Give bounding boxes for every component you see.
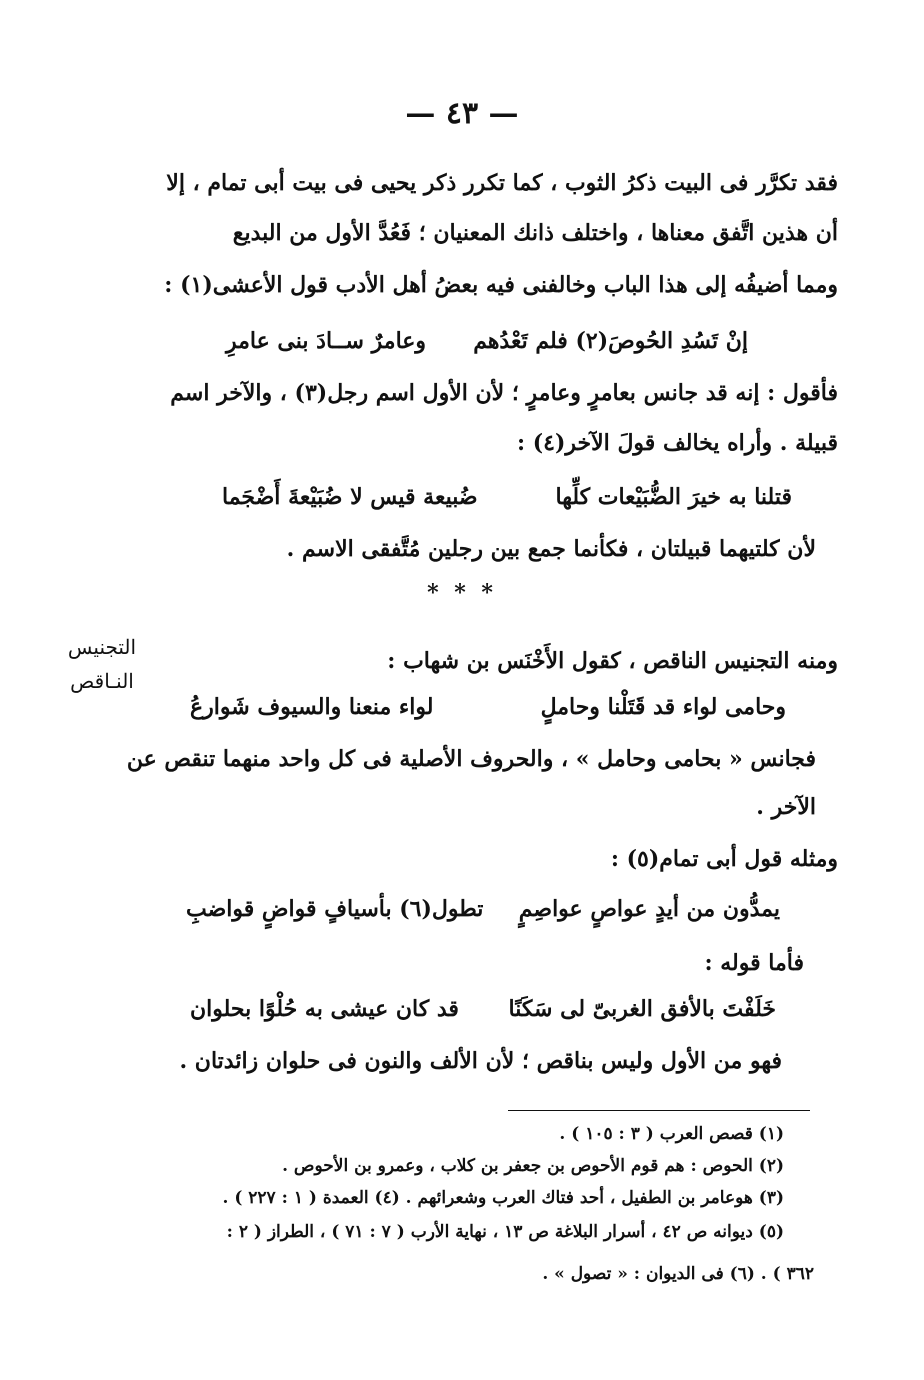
margin-title-line: التجنيس	[67, 635, 137, 659]
footnote: (٣) هوعامر بن الطفيل ، أحد فتاك العرب وشعرائهم . (٤) العمدة ( ١ : ٢٢٧ ) .	[222, 1188, 784, 1208]
margin-title-line: النـاقص	[70, 669, 134, 693]
verse-hemistich-right: وحامى لواء قد قَتَلْنا وحاملٍ	[540, 694, 786, 720]
body-line: فجانس « بحامى وحامل » ، والحروف الأصلية فى كل واحد منهما تنقص عن	[126, 746, 816, 772]
verse-hemistich-left: لواء منعنا والسيوف شَوارعُ	[190, 694, 434, 720]
verse-hemistich-right: يمدُّون من أيدٍ عواصٍ عواصِمٍ	[518, 896, 780, 922]
margin-section-title	[52, 630, 152, 698]
verse-hemistich-right: إنْ تَسُدِ الحُوصَ(٢) فلم تَعْدُهم	[473, 328, 748, 354]
body-line: فقد تكرَّر فى البيت ذكرُ الثوب ، كما تكرر ذكر يحيى فى بيت أبى تمام ، إلا	[166, 170, 838, 196]
verse-hemistich-right: قتلنا به خيرَ الضُّبَيْعات كلِّها	[555, 484, 792, 510]
body-line: قبيلة . وأراه يخالف قولَ الآخر(٤) :	[516, 430, 838, 456]
verse-hemistich-left: تطول(٦) بأسيافٍ قواضٍ قواضبِ	[186, 896, 484, 922]
body-line: لأن كلتيهما قبيلتان ، فكأنما جمع بين رجلين مُتَّفقى الاسم .	[286, 536, 816, 562]
verse-hemistich-left: وعامرٌ ســادَ بنى عامرِ	[226, 328, 427, 354]
body-line: أن هذين اتَّفق معناها ، واختلف ذانك المعنيان ؛ فَعُدَّ الأول من البديع	[232, 220, 838, 246]
footnote: ٣٦٢ ) . (٦) فى الديوان : « تصول » .	[542, 1264, 814, 1284]
verse-hemistich-left: ضُبيعة قيس لا ضُبَيْعةَ أَضْجَما	[222, 484, 478, 510]
body-line: ومثله قول أبى تمام(٥) :	[610, 846, 838, 872]
verse-hemistich-right: خَلَفْتَ بالأفق الغربىّ لى سَكَنًا	[508, 996, 776, 1022]
footnote: (٢) الحوص : هم قوم الأحوص بن جعفر بن كلاب ، وعمرو بن الأحوص .	[282, 1156, 784, 1176]
body-line: فهو من الأول وليس بناقص ؛ لأن الألف والنون فى حلوان زائدتان .	[179, 1048, 782, 1074]
footnote: (٥) ديوانه ص ٤٢ ، أسرار البلاغة ص ١٣ ، نهاية الأرب ( ٧ : ٧١ ) ، الطراز ( ٢ :	[226, 1222, 784, 1242]
footnote-divider	[508, 1110, 810, 1111]
body-line: فأما قوله :	[704, 950, 804, 976]
body-line: ومما أضيفُه إلى هذا الباب وخالفنى فيه بعضُ أهل الأدب قول الأعشى(١) :	[164, 272, 838, 298]
page-number: — ٤٣ —	[405, 96, 519, 131]
section-separator: * * *	[427, 580, 497, 606]
verse-hemistich-left: قد كان عيشى به حُلْوًا بحلوان	[190, 996, 459, 1022]
body-line: فأقول : إنه قد جانس بعامرٍ وعامرٍ ؛ لأن الأول اسم رجل(٣) ، والآخر اسم	[170, 380, 838, 406]
body-line: ومنه التجنيس الناقص ، كقول الأَخْنَس بن شهاب :	[387, 648, 838, 674]
footnote: (١) قصص العرب ( ٣ : ١٠٥ ) .	[559, 1124, 784, 1144]
body-line: الآخر .	[756, 794, 816, 820]
